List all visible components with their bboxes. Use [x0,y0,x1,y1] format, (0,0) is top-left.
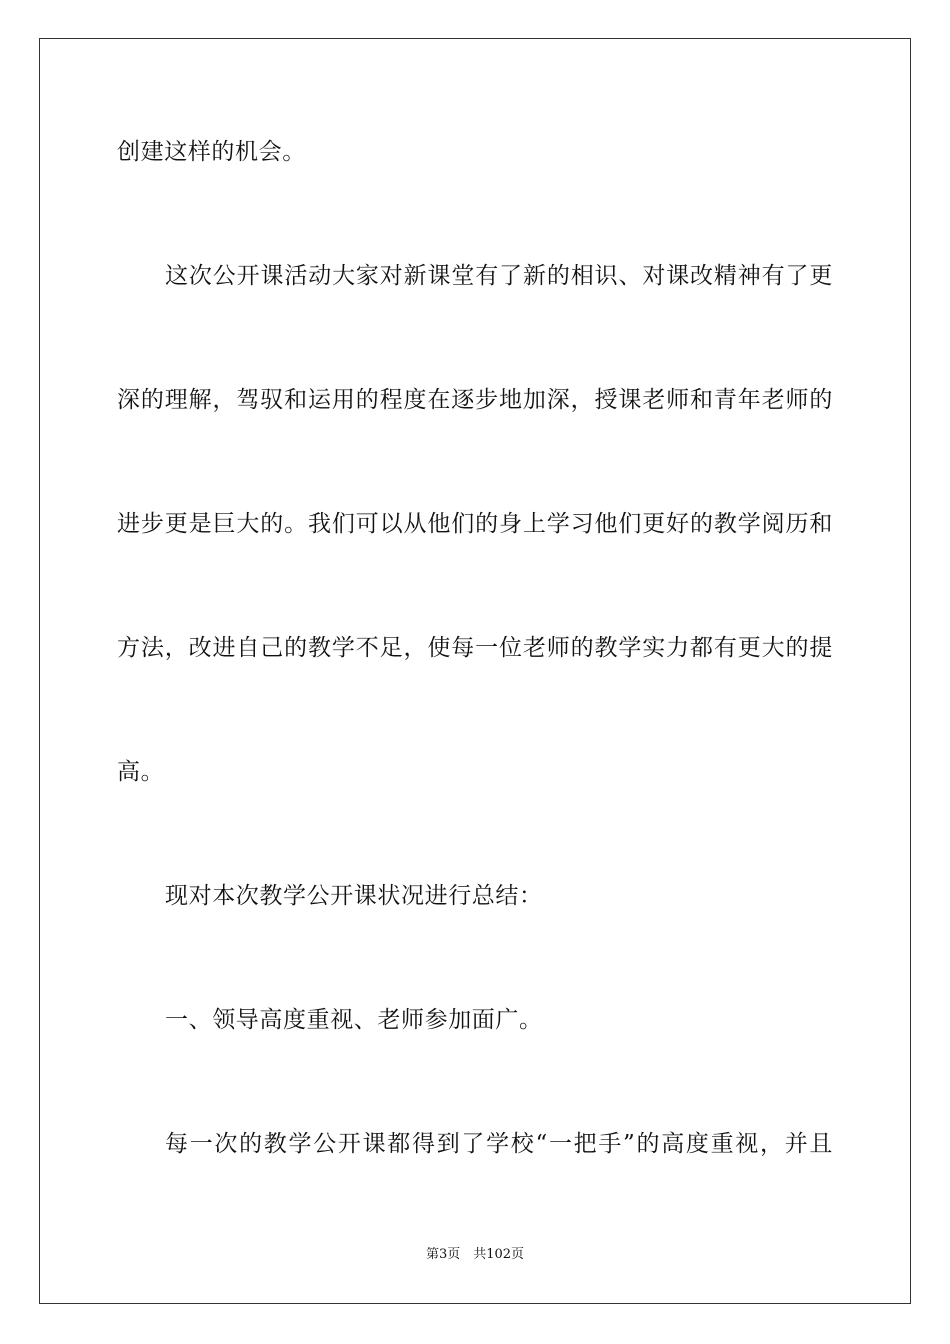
page-border [39,38,911,1304]
page-footer: 第3页 共102页 [425,1247,525,1262]
section-heading: 一、领导高度重视、老师参加面广。 [165,1007,543,1033]
text-line: 方法，改进自己的教学不足，使每一位老师的教学实力都有更大的提 [117,635,833,661]
text-line: 这次公开课活动大家对新课堂有了新的相识、对课改精神有了更 [165,263,833,289]
text-line: 每一次的教学公开课都得到了学校“一把手”的高度重视，并且 [165,1131,833,1157]
text-line: 高。 [117,759,165,785]
text-line: 创建这样的机会。 [117,139,306,165]
text-line: 现对本次教学公开课状况进行总结： [165,883,543,909]
text-line: 深的理解，驾驭和运用的程度在逐步地加深，授课老师和青年老师的 [117,387,833,413]
text-line: 进步更是巨大的。我们可以从他们的身上学习他们更好的教学阅历和 [117,511,833,537]
